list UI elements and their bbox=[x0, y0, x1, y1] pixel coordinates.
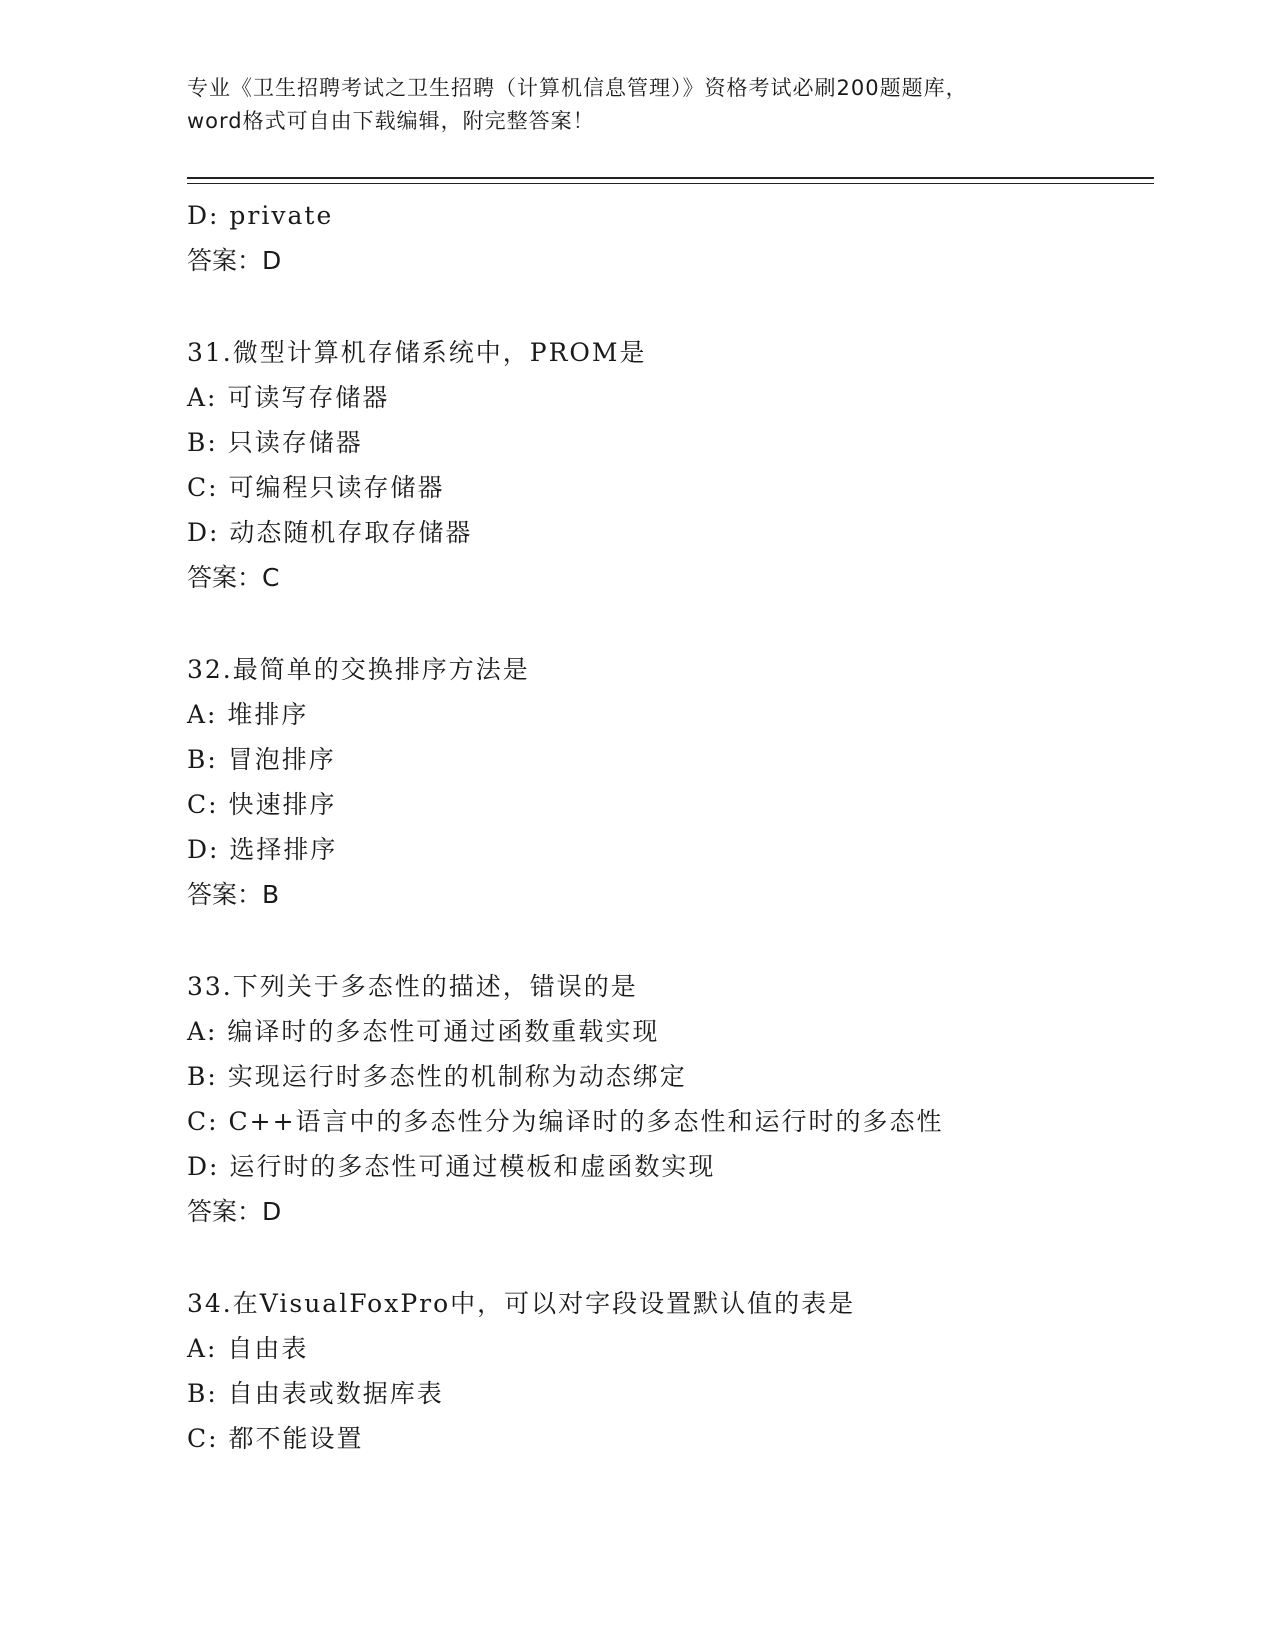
option-b: B: 只读存储器 bbox=[187, 428, 363, 457]
question-stem: 32.最简单的交换排序方法是 bbox=[187, 655, 530, 684]
answer-line: 答案：B bbox=[187, 880, 280, 909]
answer-line: 答案：C bbox=[187, 563, 280, 592]
document-header bbox=[187, 72, 1087, 138]
question-content bbox=[187, 193, 1147, 1461]
option-d: D: private bbox=[187, 201, 334, 230]
header-title-line-1: 专业《卫生招聘考试之卫生招聘（计算机信息管理）》资格考试必刷200题题库， bbox=[187, 76, 968, 100]
option-d: D: 选择排序 bbox=[187, 835, 338, 864]
option-c: C: 快速排序 bbox=[187, 790, 337, 819]
question-stem: 34.在VisualFoxPro中，可以对字段设置默认值的表是 bbox=[187, 1289, 856, 1318]
option-b: B: 自由表或数据库表 bbox=[187, 1379, 444, 1408]
spacer bbox=[187, 917, 1147, 964]
option-d: D: 动态随机存取存储器 bbox=[187, 518, 473, 547]
question-31 bbox=[187, 330, 1147, 600]
previous-question-tail bbox=[187, 193, 1147, 283]
question-32 bbox=[187, 647, 1147, 917]
answer-line: 答案：D bbox=[187, 1197, 282, 1226]
option-a: A: 自由表 bbox=[187, 1334, 309, 1363]
header-title-line-2: word格式可自由下载编辑，附完整答案！ bbox=[187, 109, 595, 133]
option-c: C: C++语言中的多态性分为编译时的多态性和运行时的多态性 bbox=[187, 1107, 944, 1136]
answer-line: 答案：D bbox=[187, 246, 282, 275]
option-a: A: 编译时的多态性可通过函数重载实现 bbox=[187, 1017, 660, 1046]
question-stem: 31.微型计算机存储系统中，PROM是 bbox=[187, 338, 647, 367]
option-b: B: 实现运行时多态性的机制称为动态绑定 bbox=[187, 1062, 687, 1091]
option-d: D: 运行时的多态性可通过模板和虚函数实现 bbox=[187, 1152, 716, 1181]
option-a: A: 堆排序 bbox=[187, 700, 309, 729]
question-33 bbox=[187, 964, 1147, 1234]
option-b: B: 冒泡排序 bbox=[187, 745, 336, 774]
spacer bbox=[187, 1234, 1147, 1281]
header-divider-thin bbox=[187, 183, 1154, 184]
option-c: C: 可编程只读存储器 bbox=[187, 473, 445, 502]
option-c: C: 都不能设置 bbox=[187, 1424, 364, 1453]
spacer bbox=[187, 283, 1147, 330]
header-divider bbox=[187, 177, 1154, 179]
option-a: A: 可读写存储器 bbox=[187, 383, 390, 412]
question-stem: 33.下列关于多态性的描述，错误的是 bbox=[187, 972, 638, 1001]
question-34 bbox=[187, 1281, 1147, 1461]
spacer bbox=[187, 600, 1147, 647]
